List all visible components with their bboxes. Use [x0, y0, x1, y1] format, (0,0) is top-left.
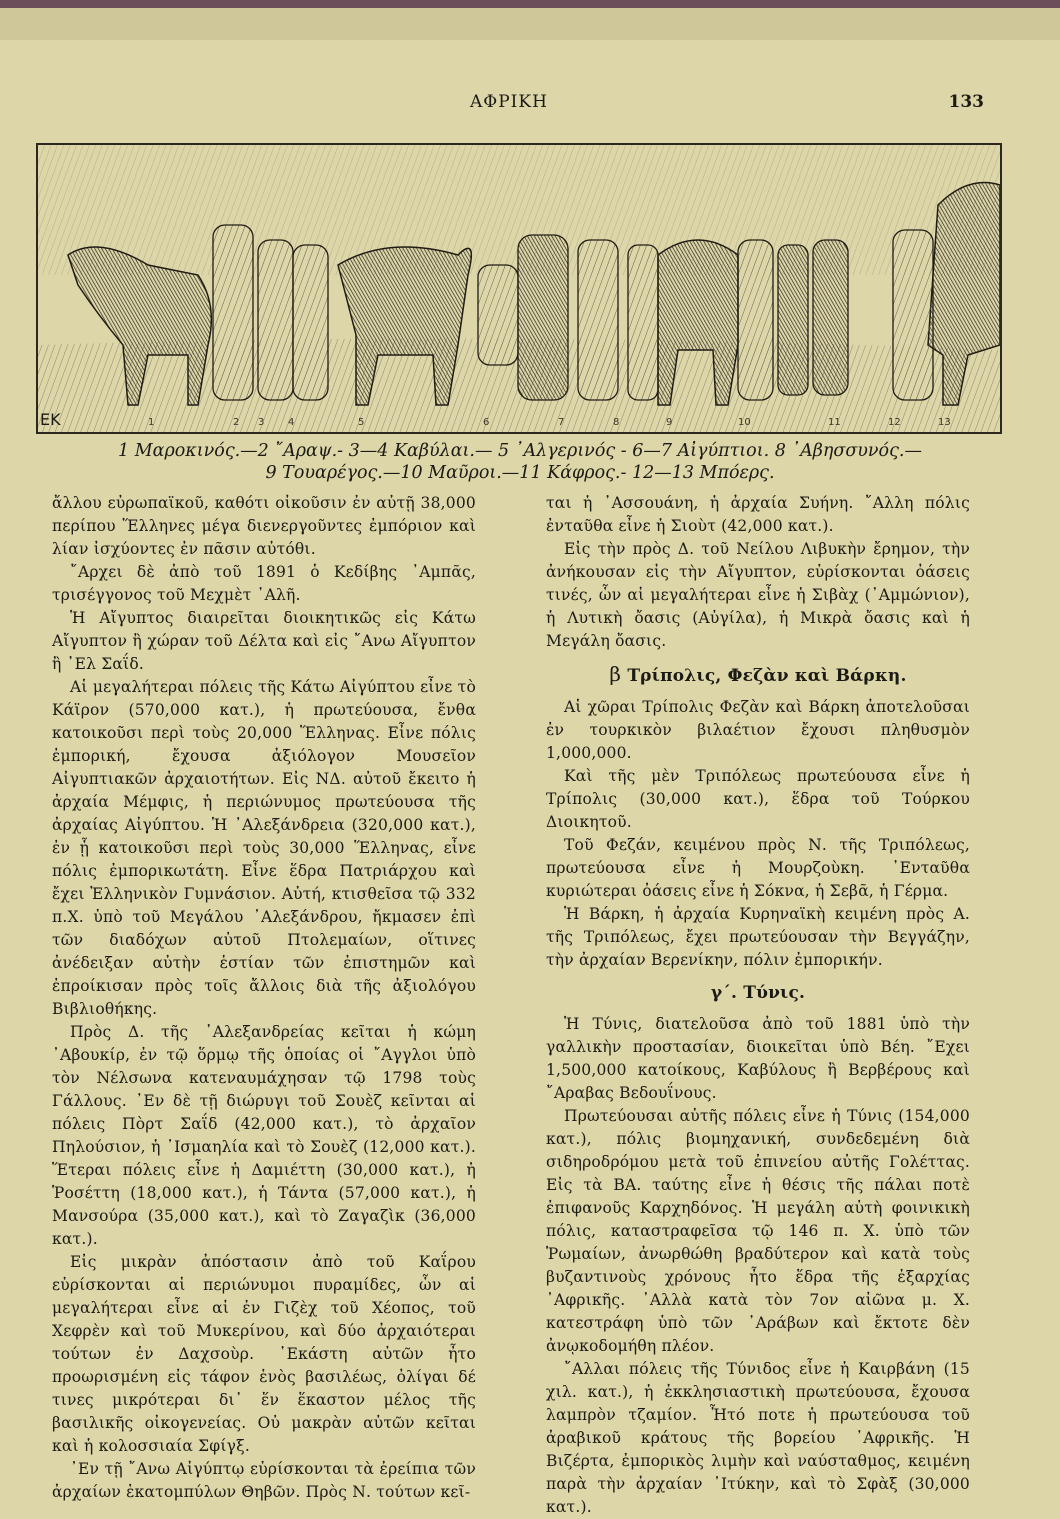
- section-mark: β: [609, 662, 622, 686]
- paragraph: Ἡ Τύνις, διατελοῦσα ἀπὸ τοῦ 1881 ὑπὸ τὴν γαλλικὴν προστασίαν, διοικεῖται ὑπὸ Βέη. ῎Εχει 1,500,000 κατοίκους, Καβύλους ἢ Βερβέρους καὶ ῎Αραβας Βεδουΐνους.: [546, 1015, 970, 1102]
- svg-text:11: 11: [828, 417, 841, 428]
- engraving-drawing: [38, 145, 1000, 432]
- engraver-signature: EK: [40, 410, 61, 429]
- svg-text:6: 6: [483, 417, 490, 428]
- figure-caption: [40, 440, 1000, 484]
- paragraph: Εἰς τὴν πρὸς Δ. τοῦ Νείλου Λιβυκὴν ἔρημον, τὴν ἀνήκουσαν εἰς τὴν Αἴγυπτον, εὑρίσκονται ὀάσεις τινές, ὧν αἱ μεγαλήτεραι εἶνε ἡ Σιβὰχ (᾿Αμμώνιον), ἡ Λυτικὴ ὄασις (Αὐγίλα), ἡ Μικρὰ ὄασις καὶ ἡ Μεγάλη ὄασις.: [546, 540, 970, 650]
- section-title: Τύνις.: [743, 983, 806, 1003]
- running-head: [0, 92, 1060, 116]
- paragraph: Πρωτεύουσαι αὐτῆς πόλεις εἶνε ἡ Τύνις (154,000 κατ.), πόλις βιομηχανική, συνδεδεμένη διὰ σιδηροδρόμου μετὰ τοῦ ἐπινείου αὐτῆς Γολέττας. Εἰς τὰ ΒΑ. ταύτης εἶνε ἡ θέσις τῆς πάλαι ποτὲ ἐπιφανοῦς Καρχηδόνος. Ἡ μεγάλη αὐτὴ φοινικικὴ πόλις, καταστραφεῖσα τῷ 146 π. Χ. ὑπὸ τῶν Ῥωμαίων, ἀνωρθώθη βραδύτερον καὶ κατὰ τοὺς βυζαντινοὺς χρόνους ἦτο ἕδρα τῆς ἐξαρχίας ᾿Αφρικῆς. ᾿Αλλὰ κατὰ τὸν 7ον αἰῶνα μ. Χ. κατεστράφη ὑπὸ τῶν ᾿Αράβων καὶ ἔκτοτε δὲν ἀνῳκοδομήθη πλέον.: [546, 1107, 970, 1355]
- paragraph: Αἱ χῶραι Τρίπολις Φεζὰν καὶ Βάρκη ἀποτελοῦσαι ἐν τουρκικὸν βιλαέτιον ἔχουσι πληθυσμὸν 1,000,000.: [546, 698, 970, 762]
- paragraph: Πρὸς Δ. τῆς ᾿Αλεξανδρείας κεῖται ἡ κώμη ᾿Αβουκίρ, ἐν τῷ ὅρμῳ τῆς ὁποίας οἱ ῎Αγγλοι ὑπὸ τὸν Νέλσωνα κατεναυμάχησαν τῷ 1798 τοὺς Γάλλους. ᾿Εν δὲ τῇ διώρυγι τοῦ Σουὲζ κεῖνται αἱ πόλεις Πὸρτ Σαΐδ (42,000 κατ.), τὸ ἀρχαῖον Πηλούσιον, ἡ ᾿Ισμαηλία καὶ τὸ Σουὲζ (12,000 κατ.). Ἕτεραι πόλεις εἶνε ἡ Δαμιέττη (30,000 κατ.), ἡ Ῥοσέττη (18,000 κατ.), ἡ Τάντα (57,000 κατ.), ἡ Μανσούρα (35,000 κατ.), καὶ τὸ Ζαγαζὶκ (36,000 κατ.).: [52, 1023, 476, 1248]
- svg-text:4: 4: [288, 417, 295, 428]
- left-column: [52, 492, 476, 1504]
- page-number: 133: [948, 92, 984, 112]
- paragraph: Ἡ Βάρκη, ἡ ἀρχαία Κυρηναϊκὴ κειμένη πρὸς Α. τῆς Τριπόλεως, ἔχει πρωτεύουσαν τὴν Βεγγάζην, τὴν ἀρχαίαν Βερενίκην, πόλιν ἐμπορικήν.: [546, 905, 970, 969]
- paragraph: Αἱ μεγαλήτεραι πόλεις τῆς Κάτω Αἰγύπτου εἶνε τὸ Κάϊρον (570,000 κατ.), ἡ πρωτεύουσα, ἔνθα κατοικοῦσι περὶ τοὺς 20,000 Ἕλληνας. Εἶνε πόλις ἐμπορική, ἔχουσα ἀξιόλογον Μουσεῖον Αἰγυπτιακῶν ἀρχαιοτήτων. Εἰς ΝΔ. αὐτοῦ ἔκειτο ἡ ἀρχαία Μέμφις, ἡ περιώνυμος πρωτεύουσα τῆς ἀρχαίας Αἰγύπτου. Ἡ ᾿Αλεξάνδρεια (320,000 κατ.), ἐν ᾗ κατοικοῦσι περὶ τοὺς 30,000 Ἕλληνας, εἶνε πόλις ἐμπορικωτάτη. Εἶνε ἕδρα Πατριάρχου καὶ ἔχει Ἑλληνικὸν Γυμνάσιον. Αὐτή, κτισθεῖσα τῷ 332 π.Χ. ὑπὸ τοῦ Μεγάλου ᾿Αλεξάνδρου, ἤκμασεν ἐπὶ τῶν διαδόχων αὐτοῦ Πτολεμαίων, οἵτινες ἀνέδειξαν αὐτὴν ἑστίαν τῶν ἐπιστημῶν καὶ ἐπροίκισαν πρὸς τοῖς ἄλλοις διὰ τῆς ἀξιολόγου Βιβλιοθήκης.: [52, 678, 476, 1018]
- svg-text:5: 5: [358, 417, 365, 428]
- section-mark: γ΄.: [710, 983, 738, 1003]
- paragraph: Καὶ τῆς μὲν Τριπόλεως πρωτεύουσα εἶνε ἡ Τρίπολις (30,000 κατ.), ἕδρα τοῦ Τούρκου Διοικητοῦ.: [546, 767, 970, 831]
- svg-text:3: 3: [258, 417, 265, 428]
- section-heading-gamma: [546, 982, 970, 1005]
- paragraph: ῎Αλλαι πόλεις τῆς Τύνιδος εἶνε ἡ Καιρβάνη (15 χιλ. κατ.), ἡ ἐκκλησιαστικὴ πρωτεύουσα, ἔχουσα λαμπρὸν τζαμίον. Ἦτό ποτε ἡ πρωτεύουσα τοῦ ἀραβικοῦ κράτους τῆς βορείου ᾿Αφρικῆς. Ἡ Βιζέρτα, ἐμπορικὸς λιμὴν καὶ ναύσταθμος, κειμένη παρὰ τὴν ἀρχαίαν ᾿Ιτύκην, καὶ τὸ Σφὰξ (30,000 κατ.).: [546, 1360, 970, 1516]
- running-title: ΑΦΡΙΚΗ: [470, 92, 548, 112]
- page-top-edge: [0, 0, 1060, 40]
- svg-text:9: 9: [666, 417, 673, 428]
- section-heading-beta: [546, 663, 970, 688]
- svg-text:1: 1: [148, 417, 155, 428]
- paragraph: Τοῦ Φεζάν, κειμένου πρὸς Ν. τῆς Τριπόλεως, πρωτεύουσα εἶνε ἡ Μουρζοὺκη. ᾿Ενταῦθα κυριώτεραι ὀάσεις εἶνε ἡ Σόκνα, ἡ Σεβᾶ, ἡ Γέρμα.: [546, 836, 970, 900]
- svg-text:10: 10: [738, 417, 751, 428]
- caption-line-1: 1 Μαροκινός.—2 ῎Αραψ.- 3—4 Καβύλαι.— 5 ᾿Αλγερινός - 6—7 Αἰγύπτιοι. 8 ᾿Αβησσυνός.—: [118, 441, 922, 461]
- svg-text:13: 13: [938, 417, 951, 428]
- paragraph: Ἡ Αἴγυπτος διαιρεῖται διοικητικῶς εἰς Κάτω Αἴγυπτον ἢ χώραν τοῦ Δέλτα καὶ εἰς ῎Ανω Αἴγυπτον ἢ ᾿Ελ Σαΐδ.: [52, 609, 476, 673]
- svg-text:12: 12: [888, 417, 901, 428]
- paragraph: Εἰς μικρὰν ἀπόστασιν ἀπὸ τοῦ Καΐρου εὑρίσκονται αἱ περιώνυμοι πυραμίδες, ὧν αἱ μεγαλήτεραι εἶνε αἱ ἐν Γιζὲχ τοῦ Χέοπος, τοῦ Χεφρὲν καὶ τοῦ Μυκερίνου, καὶ δύο ἀρχαιότεραι τούτων ἐν Δαχσοὺρ. ῾Εκάστη αὐτῶν ἦτο προωρισμένη εἰς τάφον ἑνὸς βασιλέως, ὀλίγαι δέ τινες μικρότεραι δι᾽ ἕν ἕκαστον μέλος τῆς βασιλικῆς οἰκογενείας. Οὐ μακρὰν αὐτῶν κεῖται καὶ ἡ κολοσσιαία Σφίγξ.: [52, 1253, 476, 1455]
- caption-line-2: 9 Τουαρέγος.—10 Μαῦροι.—11 Κάφρος.- 12—13 Μπόερς.: [265, 463, 775, 483]
- svg-text:7: 7: [558, 417, 565, 428]
- paragraph: ται ἡ ᾿Ασσουάνη, ἡ ἀρχαία Συήνη. ῎Αλλη πόλις ἐνταῦθα εἶνε ἡ Σιοὺτ (42,000 κατ.).: [546, 494, 970, 535]
- right-column: [546, 492, 970, 1519]
- svg-text:2: 2: [233, 417, 240, 428]
- section-title: Τρίπολις, Φεζὰν καὶ Βάρκη.: [627, 666, 907, 686]
- paragraph: ῎Αρχει δὲ ἀπὸ τοῦ 1891 ὁ Κεδίβης ᾿Αμπᾶς, τρισέγγονος τοῦ Μεχμὲτ ᾿Αλῆ.: [52, 563, 476, 604]
- paragraph: ᾿Εν τῇ ῎Ανω Αἰγύπτῳ εὑρίσκονται τὰ ἐρείπια τῶν ἀρχαίων ἑκατομπύλων Θηβῶν. Πρὸς Ν. τούτων κεῖ-: [52, 1460, 476, 1501]
- svg-text:8: 8: [613, 417, 620, 428]
- engraving-african-peoples: [36, 143, 1002, 434]
- paragraph: ἄλλου εὐρωπαϊκοῦ, καθότι οἰκοῦσιν ἐν αὐτῇ 38,000 περίπου Ἕλληνες μέγα διενεργοῦντες ἐμπόριον καὶ λίαν ἰσχύοντες ἐν πᾶσιν αὐτόθι.: [52, 494, 476, 558]
